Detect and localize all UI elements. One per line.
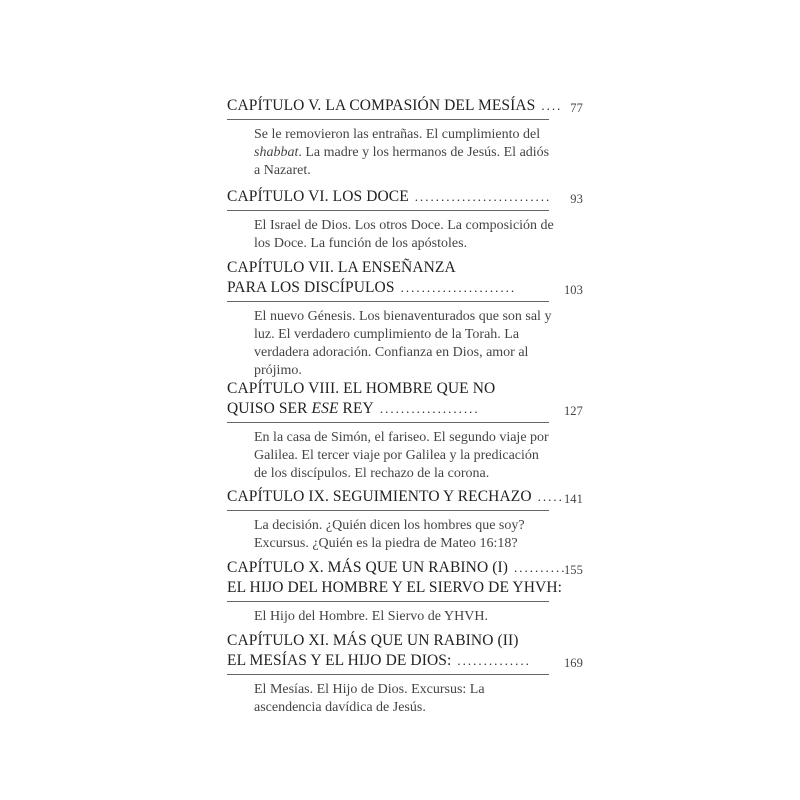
toc-entry-chapter-6 — [227, 187, 583, 253]
leader-dots: .......................... — [414, 189, 552, 204]
title-rule — [227, 210, 549, 211]
chapter-title-line — [227, 278, 583, 298]
page-number: 77 — [570, 101, 583, 115]
chapter-title-line — [227, 399, 583, 419]
chapter-title: CAPÍTULO VIII. EL HOMBRE QUE NO — [227, 380, 496, 397]
leader-dots: ...................... — [400, 280, 517, 295]
title-rule — [227, 119, 549, 120]
page-number: 155 — [563, 563, 583, 577]
title-rule — [227, 674, 549, 675]
chapter-title: CAPÍTULO VII. LA ENSEÑANZA — [227, 259, 456, 276]
chapter-title-line — [227, 631, 583, 651]
title-rule — [227, 422, 549, 423]
leader-dots: .......... — [514, 560, 567, 575]
chapter-summary: El Hijo del Hombre. El Siervo de YHVH. — [254, 609, 488, 624]
title-rule — [227, 510, 549, 511]
leader-dots: .............. — [457, 653, 531, 668]
chapter-title-line — [227, 187, 583, 207]
chapter-title: CAPÍTULO X. MÁS QUE UN RABINO (I) — [227, 559, 508, 576]
chapter-title-line — [227, 651, 583, 671]
chapter-title-line — [227, 558, 583, 578]
page-number: 93 — [570, 192, 583, 206]
toc-entry-chapter-11 — [227, 631, 583, 717]
chapter-title-line — [227, 96, 583, 116]
toc-entry-chapter-5 — [227, 96, 583, 180]
leader-dots: ..... — [537, 489, 564, 504]
chapter-summary: El nuevo Génesis. Los bienaventurados que son sal y luz. El verdadero cumplimiento de la Torah. La verdadera adoración. Confianza en Dios, amor al prójimo. — [254, 309, 552, 378]
leader-dots: ................... — [379, 401, 480, 416]
title-rule — [227, 301, 549, 302]
toc-entry-chapter-9 — [227, 487, 583, 553]
chapter-title-line — [227, 578, 583, 598]
chapter-title-line — [227, 487, 583, 507]
chapter-title: CAPÍTULO V. LA COMPASIÓN DEL MESÍAS — [227, 97, 536, 114]
chapter-summary: El Mesías. El Hijo de Dios. Excursus: La ascendencia davídica de Jesús. — [254, 682, 485, 715]
chapter-title: QUISO SER ESE REY — [227, 400, 374, 417]
italic-term: shabbat — [254, 145, 299, 160]
chapter-title-line — [227, 258, 583, 278]
chapter-summary: En la casa de Simón, el fariseo. El segundo viaje por Galilea. El tercer viaje por Galilea y la predicación de los discípulos. El rechazo de la corona. — [254, 430, 549, 481]
leader-dots: .... — [541, 98, 563, 113]
chapter-title: CAPÍTULO VI. LOS DOCE — [227, 188, 409, 205]
page-number: 169 — [563, 656, 583, 670]
chapter-title: CAPÍTULO IX. SEGUIMIENTO Y RECHAZO — [227, 488, 532, 505]
chapter-title: CAPÍTULO XI. MÁS QUE UN RABINO (II) — [227, 632, 519, 649]
page-number: 141 — [563, 492, 583, 506]
toc-entry-chapter-7 — [227, 258, 583, 380]
chapter-title: EL MESÍAS Y EL HIJO DE DIOS: — [227, 652, 452, 669]
chapter-summary: Se le removieron las entrañas. El cumplimiento del shabbat. La madre y los hermanos de Jesús. El adiós a Nazaret. — [254, 127, 550, 178]
page-number: 103 — [563, 283, 583, 297]
italic-word: ESE — [311, 400, 339, 417]
title-rule — [227, 601, 549, 602]
chapter-summary: El Israel de Dios. Los otros Doce. La composición de los Doce. La función de los apóstoles. — [254, 218, 554, 251]
chapter-summary: La decisión. ¿Quién dicen los hombres que soy? Excursus. ¿Quién es la piedra de Mateo 16:18? — [254, 518, 525, 551]
toc-entry-chapter-10 — [227, 558, 583, 626]
page-number: 127 — [563, 404, 583, 418]
chapter-title: EL HIJO DEL HOMBRE Y EL SIERVO DE YHVH: — [227, 579, 563, 596]
chapter-title: PARA LOS DISCÍPULOS — [227, 279, 395, 296]
toc-entry-chapter-8 — [227, 379, 583, 483]
chapter-title-line — [227, 379, 583, 399]
